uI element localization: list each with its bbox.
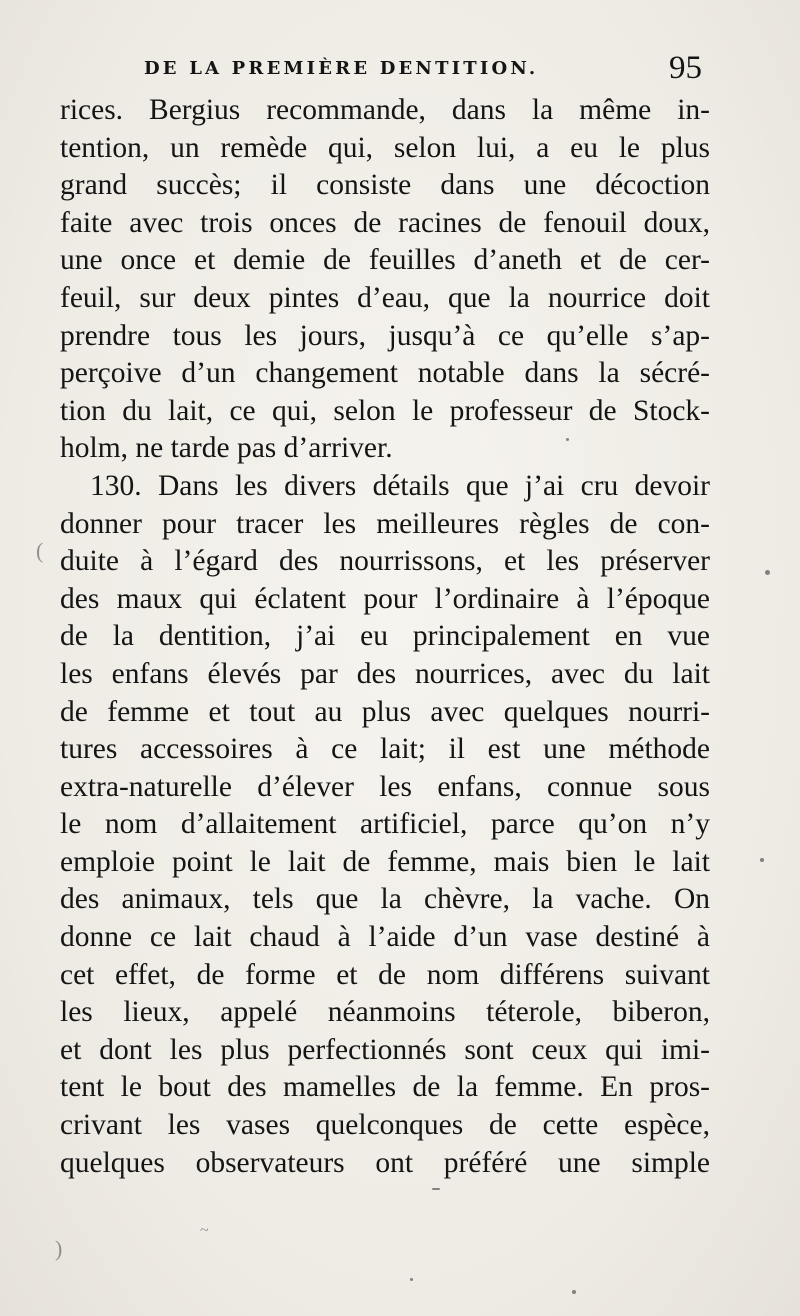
text-line: tion du lait, ce qui, selon le professeur de Stock- [60, 394, 710, 427]
text-line: prendre tous les jours, jusqu’à ce qu’elle s’ap- [60, 319, 710, 352]
text-line: faite avec trois onces de racines de fenouil doux, [60, 206, 710, 239]
text-line: les enfans élevés par des nourrices, avec du lait [60, 657, 710, 690]
text-line: duite à l’égard des nourrissons, et les préserver [60, 545, 710, 578]
text-line: les lieux, appelé néanmoins téterole, biberon, [60, 996, 710, 1029]
page-number: 95 [669, 50, 702, 86]
text-line: et dont les plus perfectionnés sont ceux qui imi- [60, 1033, 710, 1066]
text-line: tention, un remède qui, selon lui, a eu le plus [60, 131, 710, 164]
text-line: rices. Bergius recommande, dans la même in- [60, 94, 710, 126]
text-line: tent le bout des mamelles de la femme. En pros- [60, 1071, 710, 1104]
paper-speck [410, 1278, 413, 1281]
text-line: de femme et tout au plus avec quelques nourri- [60, 695, 710, 728]
text-line: feuil, sur deux pintes d’eau, que la nourrice doit [60, 281, 710, 314]
margin-mark: ) [55, 1236, 63, 1261]
text-line: une once et demie de feuilles d’aneth et de cer- [60, 244, 710, 277]
paper-speck [572, 1290, 576, 1294]
paper-speck [760, 858, 764, 862]
text-line: perçoive d’un changement notable dans la sécré- [60, 357, 710, 390]
running-head [60, 50, 710, 90]
text-line: grand succès; il consiste dans une décoction [60, 169, 710, 202]
paper-speck [765, 570, 770, 575]
paper-speck [566, 438, 569, 441]
text-line: holm, ne tarde pas d’arriver. [60, 432, 393, 465]
paper-speck [432, 1188, 440, 1190]
running-title: DE LA PREMIÈRE DENTITION. [144, 58, 539, 79]
margin-mark: ~ [200, 1222, 209, 1239]
text-line: cet effet, de forme et de nom différens suivant [60, 958, 710, 991]
paragraph-start-line: 130. Dans les divers détails que j’ai cru devoir [90, 469, 710, 502]
text-line: le nom d’allaitement artificiel, parce qu’on n’y [60, 808, 710, 841]
text-line: des animaux, tels que la chèvre, la vache. On [60, 883, 710, 916]
text-line: crivant les vases quelconques de cette espèce, [60, 1109, 710, 1142]
margin-mark: ( [36, 538, 44, 563]
text-line: extra-naturelle d’élever les enfans, connue sous [60, 770, 710, 803]
text-line: donne ce lait chaud à l’aide d’un vase destiné à [60, 921, 710, 954]
text-line: de la dentition, j’ai eu principalement en vue [60, 620, 710, 653]
text-line: emploie point le lait de femme, mais bien le lait [60, 845, 710, 878]
text-line: tures accessoires à ce lait; il est une méthode [60, 733, 710, 766]
body-text [60, 92, 710, 1182]
text-line: des maux qui éclatent pour l’ordinaire à l’époque [60, 582, 710, 615]
text-line: donner pour tracer les meilleures règles de con- [60, 507, 710, 540]
text-line: quelques observateurs ont préféré une simple [60, 1146, 710, 1179]
